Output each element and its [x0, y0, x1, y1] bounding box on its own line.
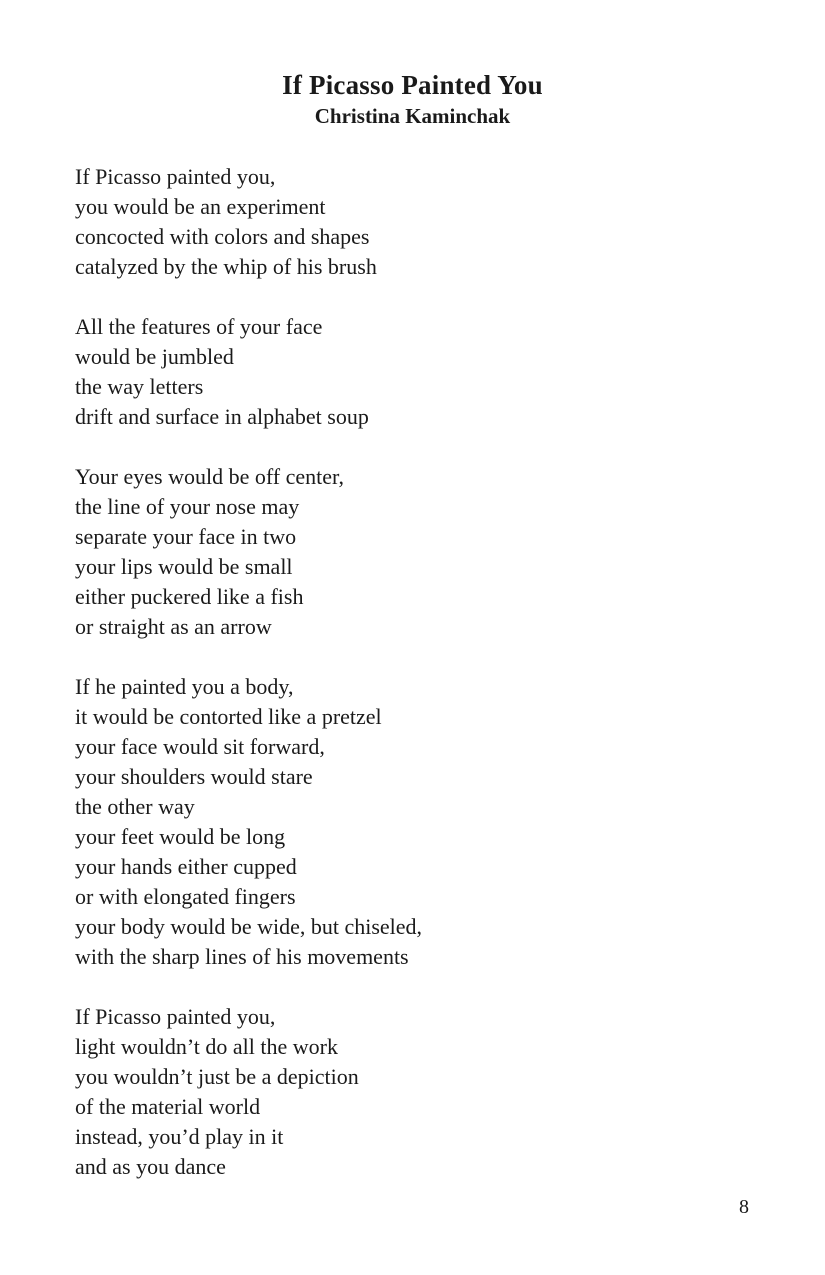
poem-line: If Picasso painted you,: [75, 1004, 276, 1029]
poem-line: drift and surface in alphabet soup: [75, 404, 369, 429]
poem-line: concocted with colors and shapes: [75, 224, 370, 249]
poem-line: either puckered like a fish: [75, 584, 304, 609]
stanza-4: [75, 672, 775, 972]
page-number: 8: [739, 1196, 749, 1218]
poem-line: your lips would be small: [75, 554, 293, 579]
stanza-2: [75, 312, 775, 432]
poem-line: your body would be wide, but chiseled,: [75, 914, 423, 939]
poem-title: If Picasso Painted You: [282, 70, 543, 100]
poem-line: separate your face in two: [75, 524, 297, 549]
poem-body: [75, 162, 775, 1212]
poem-line: would be jumbled: [75, 344, 234, 369]
poem-line: the other way: [75, 794, 195, 819]
poem-line: or with elongated fingers: [75, 884, 296, 909]
poem-line: it would be contorted like a pretzel: [75, 704, 382, 729]
stanza-5: [75, 1002, 775, 1182]
poem-line: and as you dance: [75, 1154, 226, 1179]
poem-line: your feet would be long: [75, 824, 286, 849]
stanza-1: [75, 162, 775, 282]
poem-line: instead, you’d play in it: [75, 1124, 284, 1149]
poem-line: your hands either cupped: [75, 854, 297, 879]
poem-line: the way letters: [75, 374, 204, 399]
poem-line: If he painted you a body,: [75, 674, 294, 699]
poem-line: your face would sit forward,: [75, 734, 325, 759]
poem-line: or straight as an arrow: [75, 614, 272, 639]
poem-line: light wouldn’t do all the work: [75, 1034, 338, 1059]
poem-line: you would be an experiment: [75, 194, 326, 219]
poem-line: catalyzed by the whip of his brush: [75, 254, 377, 279]
poem-line: Your eyes would be off center,: [75, 464, 344, 489]
poem-author: Christina Kaminchak: [314, 104, 511, 128]
poem-line: with the sharp lines of his movements: [75, 944, 409, 969]
poem-line: your shoulders would stare: [75, 764, 313, 789]
poem-line: you wouldn’t just be a depiction: [75, 1064, 359, 1089]
poem-line: All the features of your face: [75, 314, 323, 339]
poem-line: of the material world: [75, 1094, 261, 1119]
stanza-3: [75, 462, 775, 642]
poem-line: the line of your nose may: [75, 494, 300, 519]
poem-line: If Picasso painted you,: [75, 164, 276, 189]
